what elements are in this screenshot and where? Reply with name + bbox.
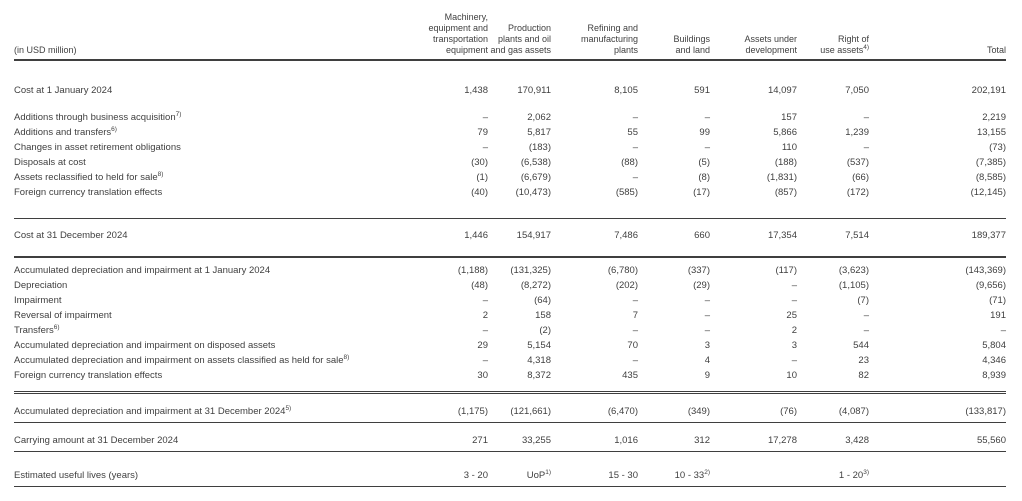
- value-cell: (6,780): [607, 265, 638, 276]
- value-cell: (12,145): [970, 187, 1006, 198]
- value-cell: 3: [704, 340, 710, 351]
- ppe-table: [14, 5, 1006, 487]
- value-cell: (3,623): [838, 265, 869, 276]
- row-label: Carrying amount at 31 December 2024: [14, 423, 434, 452]
- value-cell: (117): [775, 265, 797, 276]
- column-header: [797, 5, 869, 60]
- value-cell: (10,473): [515, 187, 551, 198]
- value-cell: –: [863, 112, 869, 123]
- value-cell: 3: [791, 340, 797, 351]
- unit-header-cell: [14, 5, 434, 60]
- value-cell: (337): [687, 265, 710, 276]
- column-header-label: Total: [986, 45, 1006, 55]
- value-cell: (6,679): [520, 172, 551, 183]
- value-cell: 170,911: [517, 85, 551, 96]
- value-cell: 5,804: [982, 340, 1006, 351]
- column-header-label: Assets under development: [744, 34, 797, 55]
- table-row: [14, 308, 1006, 323]
- table-row: [14, 155, 1006, 170]
- value-cell: 7,050: [845, 85, 869, 96]
- value-cell: (88): [621, 157, 638, 168]
- value-cell: 7,486: [551, 219, 638, 258]
- column-header: [638, 5, 710, 60]
- value-cell: –: [632, 355, 638, 366]
- row-label: Foreign currency translation effects: [14, 368, 434, 393]
- value-cell: 5,154: [527, 340, 551, 351]
- value-cell: 15 - 30: [551, 452, 638, 487]
- value-cell: 189,377: [869, 219, 1006, 258]
- value-cell: 7,514: [797, 219, 869, 258]
- value-cell: (1): [476, 172, 488, 183]
- value-cell: 591: [694, 85, 710, 96]
- value-cell: –: [704, 310, 710, 321]
- value-cell: 4,318: [527, 355, 551, 366]
- value-cell: 202,191: [971, 85, 1006, 96]
- value-cell: 82: [797, 368, 869, 393]
- value-cell: 55: [627, 127, 638, 138]
- column-header-label: Right of use assets$^{4)}$: [820, 34, 869, 55]
- value-cell: [869, 452, 1006, 487]
- value-cell: 1,239: [845, 127, 869, 138]
- value-cell: (29): [693, 280, 710, 291]
- value-cell: (857): [774, 187, 797, 198]
- value-cell: –: [482, 112, 488, 123]
- value-cell: (585): [615, 187, 638, 198]
- value-cell: 2,219: [982, 112, 1006, 123]
- row-label: Reversal of impairment: [14, 310, 112, 321]
- row-label: Foreign currency translation effects: [14, 187, 163, 198]
- value-cell: 660: [638, 219, 710, 258]
- value-cell: –: [863, 310, 869, 321]
- value-cell: 14,097: [767, 85, 797, 96]
- value-cell: (143,369): [965, 265, 1006, 276]
- table-row: [14, 170, 1006, 185]
- value-cell: (64): [534, 295, 551, 306]
- value-cell: (202): [615, 280, 638, 291]
- value-cell: 4,346: [982, 355, 1006, 366]
- value-cell: [710, 452, 797, 487]
- column-header: [488, 5, 551, 60]
- value-cell: 1,016: [551, 423, 638, 452]
- value-cell: –: [863, 142, 869, 153]
- value-cell: 5,866: [773, 127, 797, 138]
- column-header-label: Production plants and oil and gas assets: [490, 23, 551, 55]
- table-row: [14, 452, 1006, 487]
- table-row: [14, 98, 1006, 125]
- value-cell: 7: [632, 310, 638, 321]
- column-header-label: Refining and manufacturing plants: [580, 23, 638, 55]
- value-cell: (66): [852, 172, 869, 183]
- table-row: [14, 60, 1006, 98]
- table-row: [14, 257, 1006, 278]
- value-cell: 158: [535, 310, 551, 321]
- value-cell: (6,538): [520, 157, 551, 168]
- value-cell: (1,105): [838, 280, 869, 291]
- value-cell: 271: [434, 423, 488, 452]
- value-cell: –: [791, 280, 797, 291]
- value-cell: (6,470): [551, 393, 638, 423]
- value-cell: 9: [638, 368, 710, 393]
- row-label: Estimated useful lives (years): [14, 452, 434, 487]
- value-cell: 17,354: [710, 219, 797, 258]
- value-cell: –: [632, 325, 638, 336]
- value-cell: –: [632, 112, 638, 123]
- value-cell: –: [632, 172, 638, 183]
- row-label: Additions through business acquisition$^{7)}$: [14, 110, 182, 123]
- value-cell: –: [704, 325, 710, 336]
- table-header-row: [14, 5, 1006, 60]
- row-label: Accumulated depreciation and impairment at 1 January 2024: [14, 265, 271, 276]
- value-cell: 1 - 20$^{3)}$: [797, 452, 869, 487]
- value-cell: 2: [791, 325, 797, 336]
- row-label: Assets reclassified to held for sale$^{8)}$: [14, 170, 164, 183]
- value-cell: (537): [846, 157, 869, 168]
- value-cell: 13,155: [976, 127, 1006, 138]
- column-header: [869, 5, 1006, 60]
- value-cell: (2): [539, 325, 551, 336]
- row-label: Transfers$^{6)}$: [14, 323, 60, 336]
- value-cell: 5,817: [527, 127, 551, 138]
- column-header-label: Machinery, equipment and transportation equipment: [428, 12, 488, 55]
- value-cell: 99: [699, 127, 710, 138]
- value-cell: –: [704, 295, 710, 306]
- value-cell: (133,817): [869, 393, 1006, 423]
- value-cell: 55,560: [869, 423, 1006, 452]
- value-cell: 25: [786, 310, 797, 321]
- value-cell: 2: [482, 310, 488, 321]
- value-cell: –: [791, 355, 797, 366]
- value-cell: –: [482, 355, 488, 366]
- value-cell: 544: [853, 340, 869, 351]
- table-row: [14, 393, 1006, 423]
- value-cell: 17,278: [710, 423, 797, 452]
- value-cell: (73): [989, 142, 1006, 153]
- value-cell: 154,917: [488, 219, 551, 258]
- value-cell: 157: [781, 112, 797, 123]
- row-label: Accumulated depreciation and impairment at 31 December 2024$^{5)}$: [14, 393, 434, 423]
- row-label: Cost at 1 January 2024: [14, 85, 113, 96]
- unit-label: (in USD million): [14, 45, 77, 55]
- value-cell: (1,831): [766, 172, 797, 183]
- table-row: [14, 185, 1006, 219]
- value-cell: (5): [698, 157, 710, 168]
- value-cell: –: [632, 142, 638, 153]
- value-cell: –: [482, 295, 488, 306]
- value-cell: (4,087): [797, 393, 869, 423]
- column-header-label: Buildings and land: [673, 34, 710, 55]
- value-cell: 435: [551, 368, 638, 393]
- value-cell: (7): [857, 295, 869, 306]
- value-cell: (183): [528, 142, 551, 153]
- value-cell: UoP$^{1)}$: [488, 452, 551, 487]
- value-cell: 312: [638, 423, 710, 452]
- value-cell: (1,188): [457, 265, 488, 276]
- value-cell: (76): [710, 393, 797, 423]
- table-row: [14, 219, 1006, 258]
- value-cell: 29: [477, 340, 488, 351]
- table-row: [14, 293, 1006, 308]
- value-cell: 191: [990, 310, 1006, 321]
- value-cell: 79: [477, 127, 488, 138]
- table-row: [14, 368, 1006, 393]
- value-cell: 1,438: [464, 85, 488, 96]
- value-cell: (7,385): [975, 157, 1006, 168]
- value-cell: (8,585): [975, 172, 1006, 183]
- table-row: [14, 423, 1006, 452]
- row-label: Accumulated depreciation and impairment on assets classified as held for sale$^{8)}$: [14, 353, 350, 366]
- value-cell: (1,175): [434, 393, 488, 423]
- row-label: Impairment: [14, 295, 62, 306]
- row-label: Disposals at cost: [14, 157, 86, 168]
- value-cell: –: [791, 295, 797, 306]
- value-cell: 10: [710, 368, 797, 393]
- table-row: [14, 338, 1006, 353]
- value-cell: 2,062: [527, 112, 551, 123]
- value-cell: 70: [627, 340, 638, 351]
- value-cell: (8,272): [520, 280, 551, 291]
- value-cell: –: [632, 295, 638, 306]
- row-label: Depreciation: [14, 280, 68, 291]
- value-cell: 33,255: [488, 423, 551, 452]
- value-cell: 110: [781, 142, 797, 153]
- value-cell: (40): [471, 187, 488, 198]
- row-label: Accumulated depreciation and impairment on disposed assets: [14, 340, 276, 351]
- value-cell: 3 - 20: [434, 452, 488, 487]
- table-row: [14, 278, 1006, 293]
- column-header: [428, 5, 488, 60]
- value-cell: –: [482, 325, 488, 336]
- value-cell: (121,661): [488, 393, 551, 423]
- value-cell: (30): [471, 157, 488, 168]
- column-header: [551, 5, 638, 60]
- value-cell: (9,656): [975, 280, 1006, 291]
- value-cell: (349): [638, 393, 710, 423]
- table-row: [14, 323, 1006, 338]
- value-cell: (188): [774, 157, 797, 168]
- value-cell: (17): [693, 187, 710, 198]
- value-cell: –: [863, 325, 869, 336]
- row-label: Changes in asset retirement obligations: [14, 142, 181, 153]
- value-cell: (8): [698, 172, 710, 183]
- table-row: [14, 140, 1006, 155]
- column-header: [710, 5, 797, 60]
- value-cell: (48): [471, 280, 488, 291]
- value-cell: 8,939: [869, 368, 1006, 393]
- table-row: [14, 125, 1006, 140]
- value-cell: 23: [858, 355, 869, 366]
- value-cell: 10 - 33$^{2)}$: [638, 452, 710, 487]
- value-cell: –: [704, 142, 710, 153]
- value-cell: –: [704, 112, 710, 123]
- value-cell: (71): [989, 295, 1006, 306]
- value-cell: 4: [704, 355, 710, 366]
- value-cell: 30: [434, 368, 488, 393]
- row-label: Cost at 31 December 2024: [14, 219, 434, 258]
- value-cell: (172): [846, 187, 869, 198]
- value-cell: (131,325): [510, 265, 551, 276]
- value-cell: –: [1000, 325, 1006, 336]
- value-cell: 8,105: [614, 85, 638, 96]
- value-cell: –: [482, 142, 488, 153]
- value-cell: 8,372: [488, 368, 551, 393]
- table-row: [14, 353, 1006, 368]
- row-label: Additions and transfers$^{6)}$: [14, 125, 117, 138]
- value-cell: 1,446: [434, 219, 488, 258]
- value-cell: 3,428: [797, 423, 869, 452]
